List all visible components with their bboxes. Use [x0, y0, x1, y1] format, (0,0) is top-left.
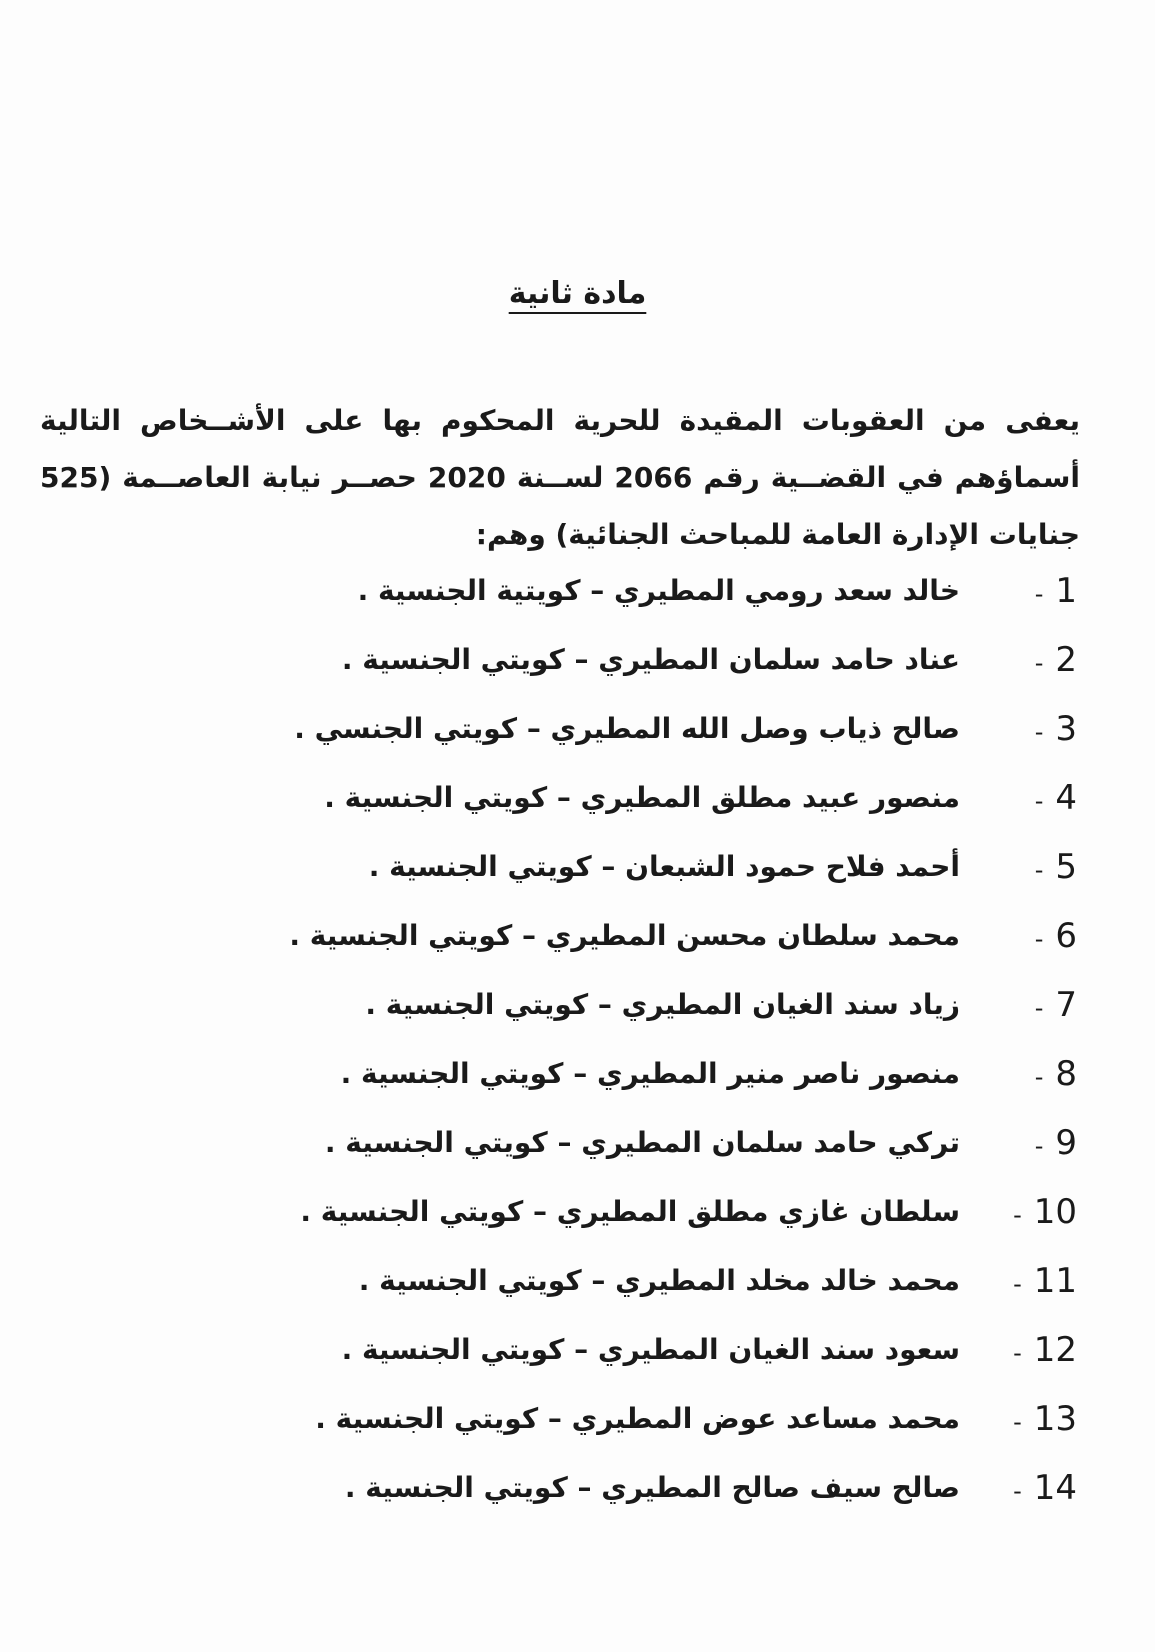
list-item-text: محمد خالد مخلد المطيري – كويتي الجنسية .: [358, 1264, 960, 1297]
list-item-number: - 6: [1034, 915, 1077, 956]
list-item: [0, 1039, 1155, 1108]
list-item: [0, 556, 1155, 625]
list-item-number: - 1: [1034, 570, 1077, 611]
article-title-text: مادة ثانية: [508, 276, 647, 311]
list-item-number: - 4: [1034, 777, 1077, 818]
list-item-number: - 3: [1034, 708, 1077, 749]
list-item-text: أحمد فلاح حمود الشبعان – كويتي الجنسية .: [368, 850, 960, 883]
list-item: [0, 763, 1155, 832]
list-item: [0, 1315, 1155, 1384]
list-item-number: - 9: [1034, 1122, 1077, 1163]
list-item-number: - 14: [1013, 1467, 1077, 1508]
list-item: [0, 832, 1155, 901]
list-item: [0, 1453, 1155, 1522]
list-item-text: سعود سند الغيان المطيري – كويتي الجنسية .: [341, 1333, 960, 1366]
list-item-number: - 11: [1013, 1260, 1077, 1301]
list-item-text: زياد سند الغيان المطيري – كويتي الجنسية .: [365, 988, 960, 1021]
list-item-text: عناد حامد سلمان المطيري – كويتي الجنسية .: [341, 643, 960, 676]
list-item-text: منصور عبيد مطلق المطيري – كويتي الجنسية .: [324, 781, 960, 814]
list-item-text: صالح سيف صالح المطيري – كويتي الجنسية .: [344, 1471, 960, 1504]
list-item-number: - 2: [1034, 639, 1077, 680]
list-item-number: - 13: [1013, 1398, 1077, 1439]
list-item-number: - 10: [1013, 1191, 1077, 1232]
intro-paragraph: [40, 392, 1080, 563]
list-item-text: سلطان غازي مطلق المطيري – كويتي الجنسية .: [300, 1195, 960, 1228]
list-item-text: خالد سعد رومي المطيري – كويتية الجنسية .: [357, 574, 960, 607]
list-item: [0, 1246, 1155, 1315]
list-item-number: - 7: [1034, 984, 1077, 1025]
list-item: [0, 1384, 1155, 1453]
list-item-text: تركي حامد سلمان المطيري – كويتي الجنسية .: [324, 1126, 960, 1159]
article-title: [0, 276, 1155, 311]
list-item-number: - 8: [1034, 1053, 1077, 1094]
list-item-number: - 5: [1034, 846, 1077, 887]
list-item: [0, 970, 1155, 1039]
list-item: [0, 694, 1155, 763]
list-item-text: محمد سلطان محسن المطيري – كويتي الجنسية .: [289, 919, 960, 952]
intro-text: يعفى من العقوبات المقيدة للحرية المحكوم بها على الأشــخاص التالية أسماؤهم في القضــية رقم 2066 لســنة 2020 حصــر نيابة العاصــمة (525 جنايات الإدارة العامة للمباحث الجنائية) وهم:: [40, 404, 1080, 551]
names-list: [0, 556, 1155, 1522]
list-item-text: منصور ناصر منير المطيري – كويتي الجنسية .: [340, 1057, 960, 1090]
list-item: [0, 1177, 1155, 1246]
list-item-number: - 12: [1013, 1329, 1077, 1370]
list-item-text: صالح ذياب وصل الله المطيري – كويتي الجنسي .: [294, 712, 960, 745]
list-item: [0, 1108, 1155, 1177]
list-item-text: محمد مساعد عوض المطيري – كويتي الجنسية .: [315, 1402, 960, 1435]
list-item: [0, 625, 1155, 694]
list-item: [0, 901, 1155, 970]
